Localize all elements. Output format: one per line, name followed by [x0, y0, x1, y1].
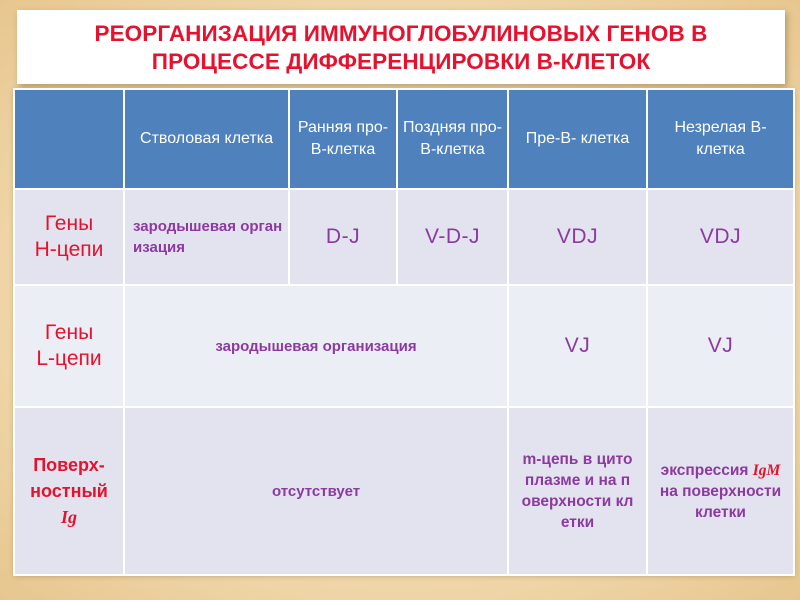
table-row-l-chain: [14, 285, 794, 407]
header-early-pro-b-cell: Ранняя про- В-клетка: [289, 89, 397, 189]
h-chain-stem-cell: зародышевая организация: [124, 189, 289, 285]
header-corner-cell: [14, 89, 124, 189]
row-label-l-chain-line2: L-цепи: [36, 347, 102, 370]
table-row-surface-ig: [14, 407, 794, 575]
row-label-h-chain-line2: Н-цепи: [34, 238, 104, 261]
row-label-surface-line3: Ig: [60, 507, 77, 527]
l-chain-germline-cell: зародышевая организация: [124, 285, 508, 407]
differentiation-table: [13, 88, 793, 574]
surface-immature-text-post: на поверхности клетки: [659, 482, 782, 521]
row-label-surface-line2: ностный: [30, 481, 108, 501]
surface-immature-cell: [647, 407, 794, 575]
surface-immature-text-pre: экспрессия: [660, 461, 749, 479]
title-line-1: РЕОРГАНИЗАЦИЯ ИММУНОГЛОБУЛИНОВЫХ ГЕНОВ В: [94, 21, 708, 46]
surface-pre-b-cell: m-цепь в цитоплазме и на поверхности клетки: [508, 407, 647, 575]
surface-immature-igm: IgM: [752, 461, 781, 479]
h-chain-pre-b-cell: VDJ: [508, 189, 647, 285]
header-pre-b-cell: Пре-В- клетка: [508, 89, 647, 189]
h-chain-late-pro-cell: V-D-J: [397, 189, 508, 285]
row-label-h-chain: [14, 189, 124, 285]
title-line-2: ПРОЦЕССЕ ДИФФЕРЕНЦИРОВКИ В-КЛЕТОК: [151, 49, 651, 74]
table-header-row: [14, 89, 794, 189]
row-label-l-chain: [14, 285, 124, 407]
l-chain-immature-cell: VJ: [647, 285, 794, 407]
table-row-h-chain: [14, 189, 794, 285]
row-label-surface-ig: [14, 407, 124, 575]
h-chain-immature-cell: VDJ: [647, 189, 794, 285]
row-label-l-chain-line1: Гены: [44, 321, 94, 344]
header-late-pro-b-cell: Поздняя про- В-клетка: [397, 89, 508, 189]
header-stem-cell: Стволовая клетка: [124, 89, 289, 189]
slide-title: [17, 10, 785, 84]
header-immature-b-cell: Незрелая В-клетка: [647, 89, 794, 189]
surface-absent-cell: отсутствует: [124, 407, 508, 575]
row-label-h-chain-line1: Гены: [44, 212, 94, 235]
l-chain-pre-b-cell: VJ: [508, 285, 647, 407]
row-label-surface-line1: Поверх-: [33, 455, 105, 475]
h-chain-early-pro-cell: D-J: [289, 189, 397, 285]
